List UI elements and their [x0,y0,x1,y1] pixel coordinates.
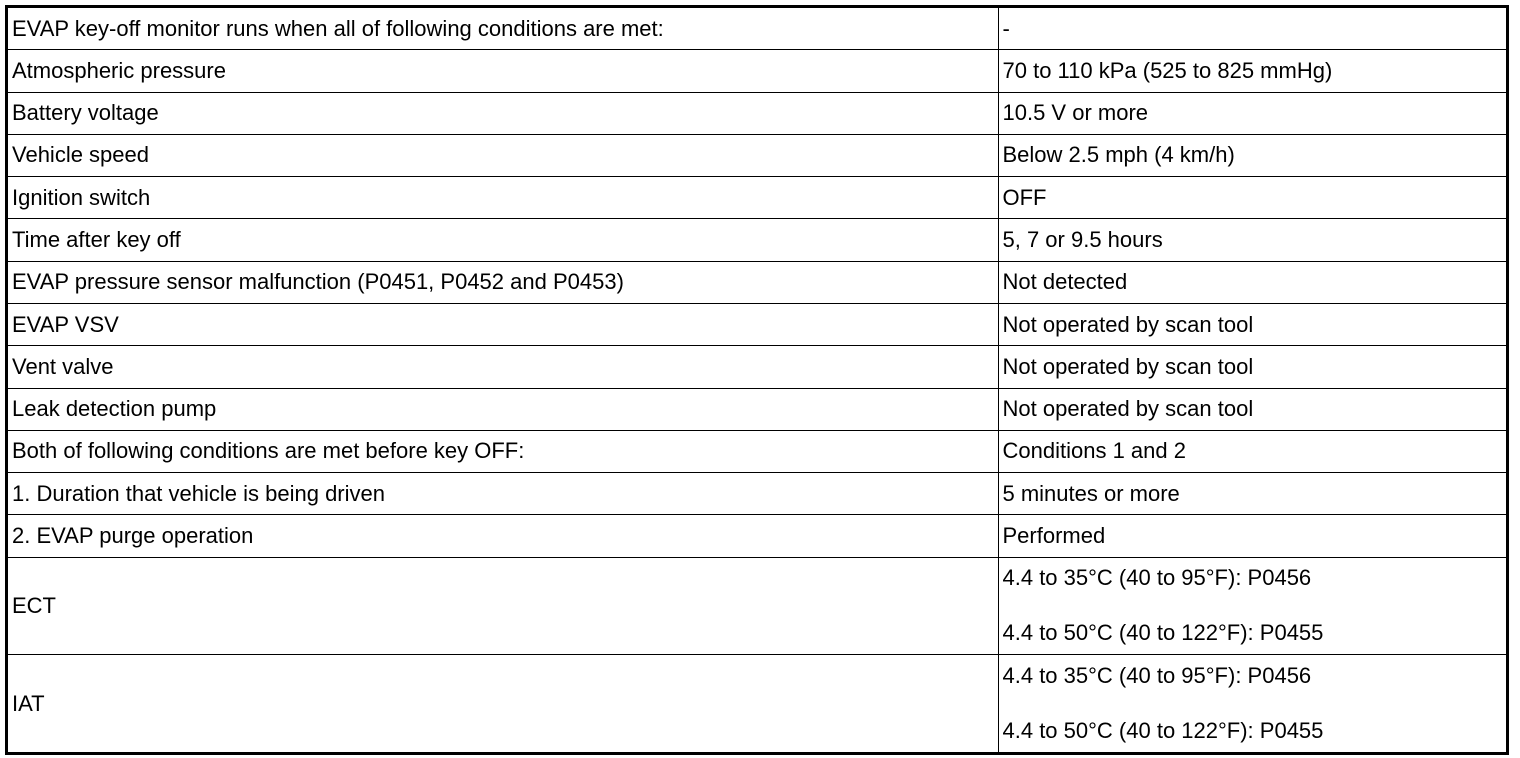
condition-value: Not operated by scan tool [998,303,1506,345]
table-row [8,303,1506,345]
iat-value-p0455: 4.4 to 50°C (40 to 122°F): P0455 [1002,718,1324,744]
condition-value: Below 2.5 mph (4 km/h) [998,134,1506,176]
condition-value: 10.5 V or more [998,92,1506,134]
condition-label: Both of following conditions are met before key OFF: [8,430,998,472]
table-row [8,346,1506,388]
table-row [8,473,1506,515]
table-row [8,261,1506,303]
condition-value: 5 minutes or more [998,473,1506,515]
ect-label: ECT [8,557,998,655]
table-row [8,8,1506,50]
iat-label: IAT [8,655,998,752]
table-row-ect [8,557,1506,655]
table-row [8,515,1506,557]
ect-values [998,557,1506,655]
table-row [8,134,1506,176]
table-row [8,219,1506,261]
condition-value: - [998,8,1506,50]
condition-value: 70 to 110 kPa (525 to 825 mmHg) [998,50,1506,92]
conditions-table-frame [5,5,1509,755]
condition-value: Not operated by scan tool [998,388,1506,430]
condition-label: Time after key off [8,219,998,261]
condition-value: Conditions 1 and 2 [998,430,1506,472]
condition-label: 1. Duration that vehicle is being driven [8,473,998,515]
condition-value: Not operated by scan tool [998,346,1506,388]
table-row [8,388,1506,430]
condition-label: Atmospheric pressure [8,50,998,92]
condition-label: EVAP pressure sensor malfunction (P0451, P0452 and P0453) [8,261,998,303]
table-row [8,92,1506,134]
condition-label: Vent valve [8,346,998,388]
condition-label: Ignition switch [8,177,998,219]
condition-label: 2. EVAP purge operation [8,515,998,557]
iat-values [998,655,1506,752]
condition-value: OFF [998,177,1506,219]
condition-label: EVAP VSV [8,303,998,345]
iat-value-p0456: 4.4 to 35°C (40 to 95°F): P0456 [1002,663,1312,689]
ect-value-p0456: 4.4 to 35°C (40 to 95°F): P0456 [1002,565,1312,591]
condition-value: 5, 7 or 9.5 hours [998,219,1506,261]
table-row [8,50,1506,92]
table-row-iat [8,655,1506,752]
table-row [8,177,1506,219]
table-row [8,430,1506,472]
condition-label: EVAP key-off monitor runs when all of following conditions are met: [8,8,998,50]
condition-label: Leak detection pump [8,388,998,430]
condition-value: Performed [998,515,1506,557]
condition-label: Battery voltage [8,92,998,134]
conditions-table [8,8,1506,752]
condition-value: Not detected [998,261,1506,303]
condition-label: Vehicle speed [8,134,998,176]
ect-value-p0455: 4.4 to 50°C (40 to 122°F): P0455 [1002,620,1324,646]
